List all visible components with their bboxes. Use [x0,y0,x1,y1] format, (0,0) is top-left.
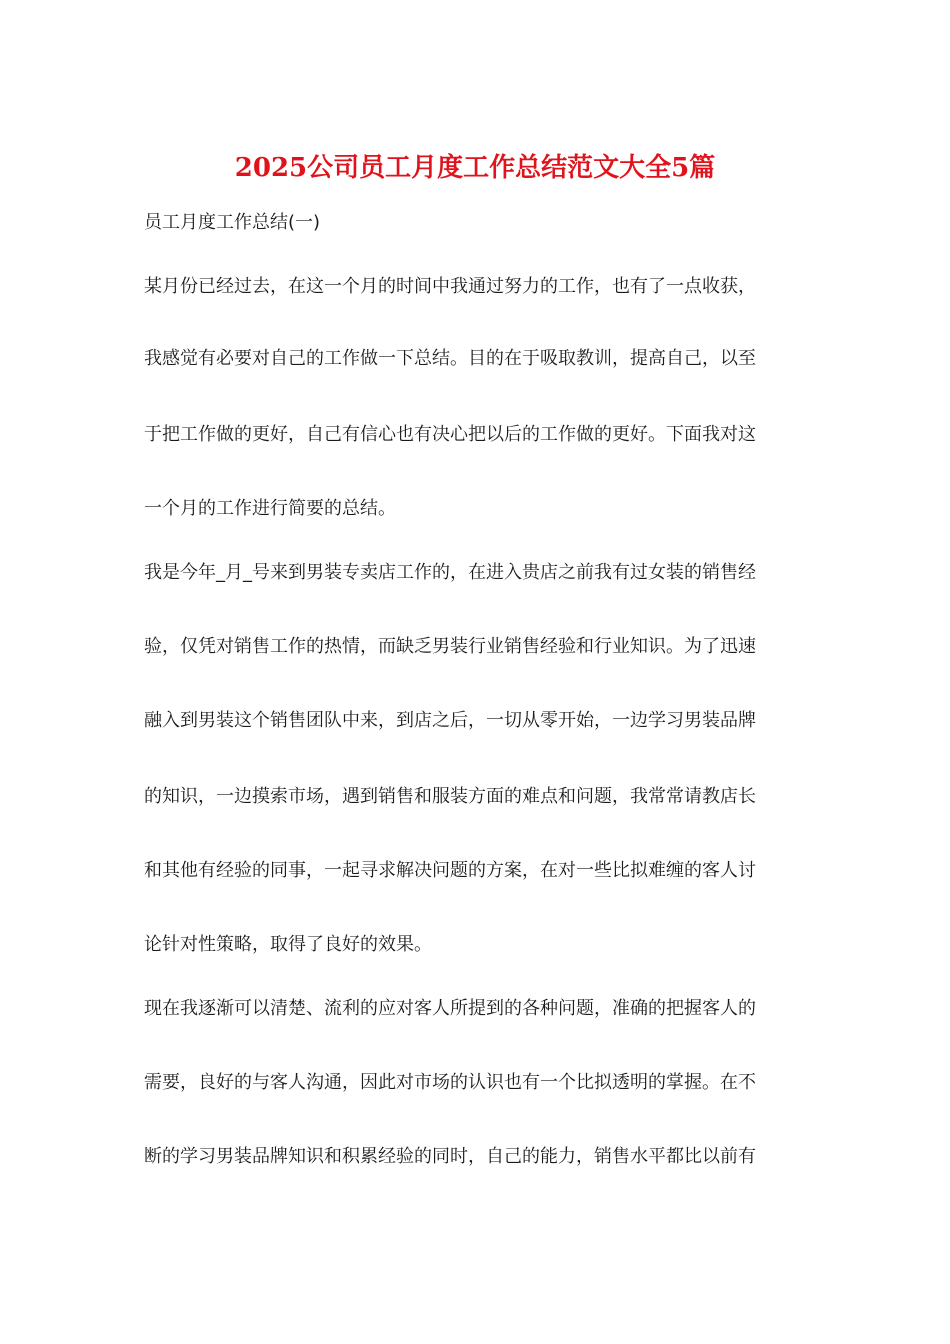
paragraph-line: 论针对性策略，取得了良好的效果。 [144,934,432,955]
paragraph-line: 需要，良好的与客人沟通，因此对市场的认识也有一个比拟透明的掌握。在不 [144,1072,756,1093]
paragraph-line: 某月份已经过去，在这一个月的时间中我通过努力的工作，也有了一点收获， [144,276,756,297]
paragraph-line: 融入到男装这个销售团队中来，到店之后，一切从零开始，一边学习男装品牌 [144,710,756,731]
paragraph-line: 我是今年_月_号来到男装专卖店工作的，在进入贵店之前我有过女装的销售经 [144,562,756,583]
section-heading: 员工月度工作总结(一) [144,212,321,233]
paragraph-line: 验，仅凭对销售工作的热情，而缺乏男装行业销售经验和行业知识。为了迅速 [144,636,756,657]
document-title: 2025公司员工月度工作总结范文大全5篇 [234,153,716,183]
paragraph-line: 断的学习男装品牌知识和积累经验的同时，自己的能力，销售水平都比以前有 [144,1146,756,1167]
paragraph-line: 现在我逐渐可以清楚、流利的应对客人所提到的各种问题，准确的把握客人的 [144,998,756,1019]
paragraph-line: 和其他有经验的同事，一起寻求解决问题的方案，在对一些比拟难缠的客人讨 [144,860,756,881]
paragraph-line: 我感觉有必要对自己的工作做一下总结。目的在于吸取教训，提高自己，以至 [144,348,756,369]
paragraph-line: 一个月的工作进行简要的总结。 [144,498,396,519]
paragraph-line: 于把工作做的更好，自己有信心也有决心把以后的工作做的更好。下面我对这 [144,424,756,445]
paragraph-line: 的知识，一边摸索市场，遇到销售和服装方面的难点和问题，我常常请教店长 [144,786,756,807]
